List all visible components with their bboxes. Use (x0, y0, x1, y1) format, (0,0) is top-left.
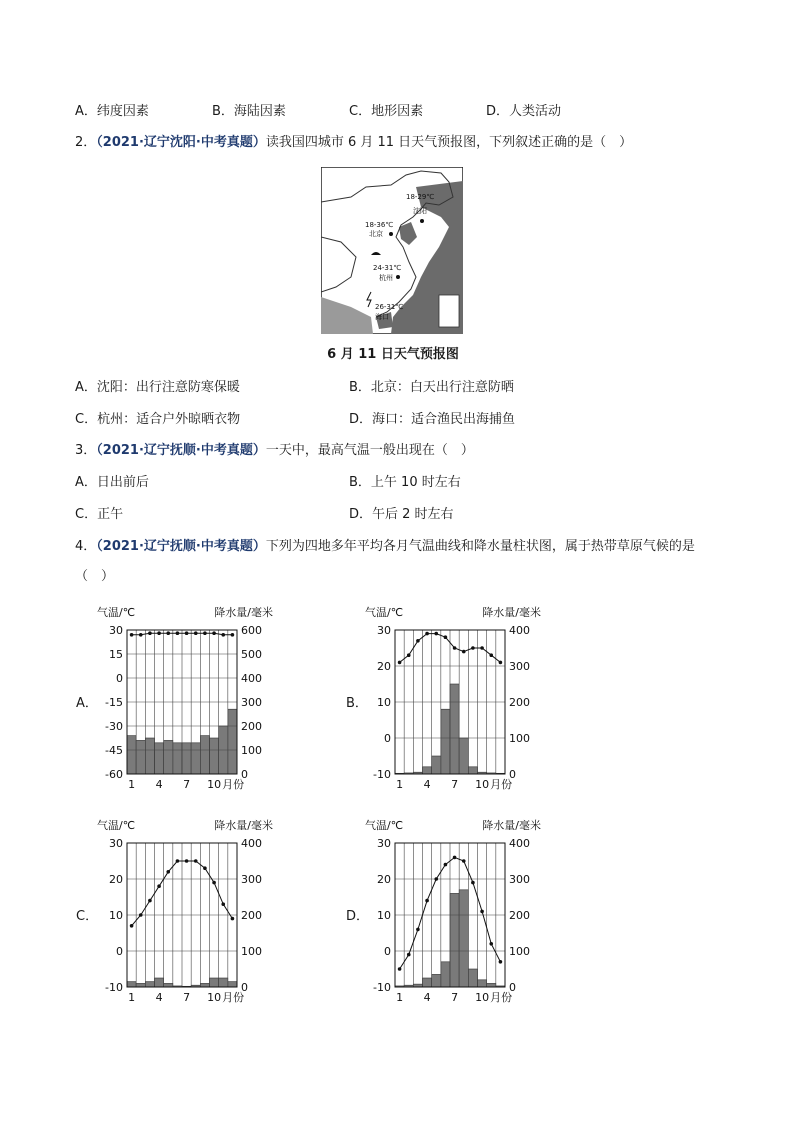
temperature-point (185, 859, 189, 863)
month-axis-title: 月份 (490, 778, 513, 791)
temperature-point (462, 859, 466, 863)
precip-bar (164, 740, 173, 774)
temperature-point (212, 631, 216, 635)
precip-tick-label: 0 (509, 981, 516, 994)
precip-bar (164, 983, 173, 987)
precip-bar (210, 738, 219, 774)
temperature-point (212, 881, 216, 885)
q4-source: （2021·辽宁抚顺·中考真题） (96, 539, 266, 554)
month-tick-label: 4 (423, 991, 431, 1004)
temp-tick-label: -10 (105, 981, 123, 994)
precip-bar (459, 738, 468, 774)
map-caption: 6 月 11 日天气预报图 (327, 347, 459, 362)
precip-tick-label: 400 (241, 672, 262, 685)
q1-option-c: C．地形因素 (349, 104, 424, 119)
precip-tick-label: 200 (241, 909, 262, 922)
q4-stem-cont: （ ） (75, 569, 115, 584)
temperature-point (471, 646, 475, 650)
month-tick-label: 10 (475, 778, 490, 791)
precip-bar (450, 893, 459, 987)
month-tick-label: 7 (451, 991, 459, 1004)
temperature-point (416, 928, 420, 932)
temperature-point (148, 899, 152, 903)
q2-number: 2． (75, 135, 97, 150)
precip-bar (136, 740, 145, 774)
month-tick-label: 7 (183, 991, 191, 1004)
precip-bar (478, 980, 487, 987)
month-axis-title: 月份 (222, 991, 245, 1004)
temperature-point (489, 942, 493, 946)
temperature-point (425, 899, 429, 903)
q1-option-d: D．人类活动 (486, 104, 562, 119)
temp-tick-label: 20 (377, 873, 391, 886)
temperature-point (221, 633, 225, 637)
q1-option-a: A．纬度因素 (75, 104, 149, 119)
chart-c-label: C． (76, 909, 99, 924)
month-tick-label: 10 (207, 778, 222, 791)
q4-number: 4． (75, 539, 97, 554)
precip-bar (450, 684, 459, 774)
weather-map-svg (321, 167, 463, 334)
climate-chart-b (363, 602, 543, 794)
month-tick-label: 7 (451, 778, 459, 791)
precip-axis-title: 降水量/毫米 (482, 606, 541, 619)
q4-stem (75, 539, 695, 555)
precip-bar (127, 736, 136, 774)
chart-a-label: A． (76, 696, 98, 711)
month-tick-label: 4 (155, 778, 163, 791)
temperature-point (499, 960, 503, 964)
precip-axis-title: 降水量/毫米 (214, 606, 273, 619)
city-name-haikou: 海口 (375, 313, 389, 321)
precip-bar (487, 983, 496, 987)
precip-bar (468, 767, 477, 774)
temperature-point (489, 653, 493, 657)
precip-bar (432, 974, 441, 987)
precip-bar (136, 983, 145, 987)
month-tick-label: 1 (396, 778, 404, 791)
temperature-point (444, 863, 448, 867)
q3-stem (75, 443, 474, 459)
temp-tick-label: 30 (377, 837, 391, 850)
q2-option-c: C．杭州：适合户外晾晒衣物 (75, 412, 241, 427)
precip-tick-label: 400 (241, 837, 262, 850)
precip-tick-label: 200 (241, 720, 262, 733)
precip-tick-label: 500 (241, 648, 262, 661)
city-temp-haikou: 26-31℃ (375, 303, 404, 311)
temp-tick-label: 0 (384, 945, 391, 958)
temperature-point (166, 631, 170, 635)
month-tick-label: 7 (183, 778, 191, 791)
temp-tick-label: -15 (105, 696, 123, 709)
temp-tick-label: -30 (105, 720, 123, 733)
temperature-point (130, 633, 134, 637)
climate-chart-d (363, 815, 543, 1007)
precip-bar (155, 978, 164, 987)
temperature-point (231, 633, 235, 637)
month-tick-label: 4 (155, 991, 163, 1004)
q3-option-c: C．正午 (75, 507, 124, 522)
precip-bar (200, 736, 209, 774)
precip-tick-label: 0 (241, 981, 248, 994)
precip-tick-label: 300 (241, 696, 262, 709)
city-dot-beijing (389, 232, 393, 236)
q2-stem (75, 135, 632, 151)
precip-tick-label: 100 (241, 945, 262, 958)
temp-axis-title: 气温/℃ (97, 819, 136, 832)
temperature-point (416, 639, 420, 643)
q3-number: 3． (75, 443, 97, 458)
chart-svg (95, 815, 275, 1007)
temp-tick-label: 30 (377, 624, 391, 637)
q4-text: 下列为四地多年平均各月气温曲线和降水量柱状图，属于热带草原气候的是 (265, 539, 695, 554)
temperature-point (203, 866, 207, 870)
temp-tick-label: 0 (384, 732, 391, 745)
q2-option-a: A．沈阳：出行注意防寒保暖 (75, 380, 240, 395)
temperature-point (194, 631, 198, 635)
precip-tick-label: 100 (509, 732, 530, 745)
temp-axis-title: 气温/℃ (97, 606, 136, 619)
q3-option-a: A．日出前后 (75, 475, 149, 490)
temperature-point (462, 650, 466, 654)
temperature-point (425, 632, 429, 636)
temperature-point (231, 917, 235, 921)
precip-tick-label: 400 (509, 624, 530, 637)
precip-bar (468, 969, 477, 987)
q3-text: 一天中，最高气温一般出现在（ ） (265, 443, 474, 458)
precip-axis-title: 降水量/毫米 (482, 819, 541, 832)
chart-b-label: B． (346, 696, 368, 711)
precip-bar (191, 743, 200, 774)
q3-option-d: D．午后 2 时左右 (349, 507, 454, 522)
precip-bar (155, 743, 164, 774)
month-tick-label: 1 (128, 778, 136, 791)
precip-tick-label: 400 (509, 837, 530, 850)
temp-axis-title: 气温/℃ (365, 606, 404, 619)
precip-bar (182, 743, 191, 774)
climate-chart-a (95, 602, 275, 794)
temperature-point (148, 631, 152, 635)
precip-bar (423, 767, 432, 774)
temperature-point (407, 653, 411, 657)
chart-d-label: D． (346, 909, 370, 924)
temperature-point (176, 631, 180, 635)
city-name-hangzhou: 杭州 (379, 274, 393, 282)
temperature-point (139, 913, 143, 917)
temperature-point (499, 661, 503, 665)
city-dot-hangzhou (396, 275, 400, 279)
temperature-point (480, 646, 484, 650)
temp-tick-label: 20 (109, 873, 123, 886)
temperature-point (157, 631, 161, 635)
month-axis-title: 月份 (222, 778, 245, 791)
temperature-point (480, 910, 484, 914)
precip-tick-label: 0 (241, 768, 248, 781)
precip-bar (127, 982, 136, 987)
precip-bar (228, 709, 237, 774)
precip-bar (441, 962, 450, 987)
temp-tick-label: 10 (109, 909, 123, 922)
precip-tick-label: 300 (509, 873, 530, 886)
q2-text: 读我国四城市 6 月 11 日天气预报图，下列叙述正确的是（ ） (265, 135, 633, 150)
temperature-point (185, 631, 189, 635)
temperature-point (166, 870, 170, 874)
temperature-point (453, 856, 457, 860)
precip-tick-label: 600 (241, 624, 262, 637)
temp-tick-label: 15 (109, 648, 123, 661)
temp-tick-label: 20 (377, 660, 391, 673)
precip-bar (459, 890, 468, 987)
temp-tick-label: 30 (109, 837, 123, 850)
climate-chart-c (95, 815, 275, 1007)
precip-bar (219, 978, 228, 987)
temperature-point (434, 877, 438, 881)
temp-tick-label: 10 (377, 696, 391, 709)
q2-option-b: B．北京：白天出行注意防晒 (349, 380, 514, 395)
temperature-point (407, 953, 411, 957)
temperature-point (398, 661, 402, 665)
city-name-shenyang: 沈阳 (413, 207, 427, 215)
precip-bar (228, 982, 237, 987)
precip-tick-label: 100 (241, 744, 262, 757)
month-axis-title: 月份 (490, 991, 513, 1004)
temp-tick-label: -60 (105, 768, 123, 781)
chart-svg (95, 602, 275, 794)
temp-tick-label: 0 (116, 945, 123, 958)
month-tick-label: 10 (207, 991, 222, 1004)
precip-tick-label: 300 (509, 660, 530, 673)
chart-svg (363, 602, 543, 794)
month-tick-label: 4 (423, 778, 431, 791)
precip-bar (210, 978, 219, 987)
city-name-beijing: 北京 (369, 230, 383, 238)
q1-option-b: B．海陆因素 (212, 104, 286, 119)
temp-tick-label: 10 (377, 909, 391, 922)
temperature-point (194, 859, 198, 863)
precip-tick-label: 100 (509, 945, 530, 958)
precip-tick-label: 200 (509, 909, 530, 922)
q3-option-b: B．上午 10 时左右 (349, 475, 461, 490)
temperature-point (157, 884, 161, 888)
precip-bar (423, 978, 432, 987)
precip-bar (145, 982, 154, 987)
city-temp-hangzhou: 24-31℃ (373, 264, 402, 272)
temperature-point (398, 967, 402, 971)
temp-axis-title: 气温/℃ (365, 819, 404, 832)
precip-tick-label: 0 (509, 768, 516, 781)
temperature-point (139, 633, 143, 637)
precip-bar (173, 743, 182, 774)
temperature-point (203, 631, 207, 635)
chart-svg (363, 815, 543, 1007)
temperature-point (444, 635, 448, 639)
temp-tick-label: -10 (373, 768, 391, 781)
city-temp-shenyang: 18-29℃ (406, 193, 435, 201)
temperature-point (176, 859, 180, 863)
precip-bar (145, 738, 154, 774)
month-tick-label: 10 (475, 991, 490, 1004)
temperature-point (434, 632, 438, 636)
precip-bar (441, 709, 450, 774)
precip-tick-label: 300 (241, 873, 262, 886)
temp-tick-label: -10 (373, 981, 391, 994)
temp-tick-label: 0 (116, 672, 123, 685)
temp-tick-label: 30 (109, 624, 123, 637)
precip-bar (432, 756, 441, 774)
q2-option-d: D．海口：适合渔民出海捕鱼 (349, 412, 516, 427)
temperature-point (221, 902, 225, 906)
month-tick-label: 1 (396, 991, 404, 1004)
temperature-point (130, 924, 134, 928)
q3-source: （2021·辽宁抚顺·中考真题） (96, 443, 266, 458)
weather-map (321, 167, 463, 334)
precip-tick-label: 200 (509, 696, 530, 709)
temperature-point (453, 646, 457, 650)
temp-tick-label: -45 (105, 744, 123, 757)
q2-source: （2021·辽宁沈阳·中考真题） (96, 135, 266, 150)
city-temp-beijing: 18-36℃ (365, 221, 394, 229)
precip-bar (200, 983, 209, 987)
precip-axis-title: 降水量/毫米 (214, 819, 273, 832)
city-dot-shenyang (420, 219, 424, 223)
month-tick-label: 1 (128, 991, 136, 1004)
temperature-point (471, 881, 475, 885)
